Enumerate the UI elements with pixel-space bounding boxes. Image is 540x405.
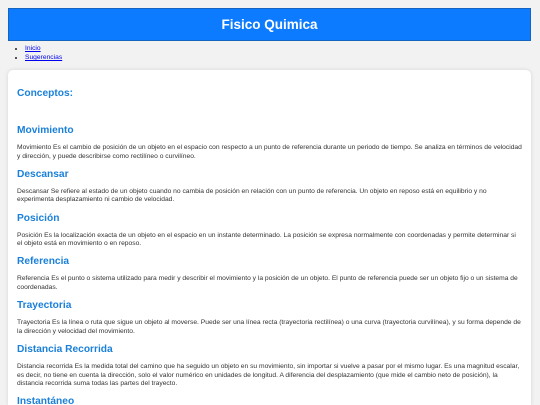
nav-item-inicio (25, 44, 62, 53)
site-title: Fisico Quimica (221, 16, 318, 32)
section-trayectoria (17, 299, 522, 336)
section-instantaneo (17, 395, 522, 405)
section-descansar (17, 168, 522, 205)
section-text: Distancia recorrida Es la medida total del camino que ha seguido un objeto en su movimiento, sin importar si vuelve a pasar por el mismo lugar. Es una magnitud escalar, es decir, no tiene en cuenta la dirección, solo el valor numérico en unidades de longitud. A diferencia del desplazamiento (que mide el cambio neto de posición), la distancia recorrida suma todas las partes del trayecto. (17, 362, 520, 388)
section-text: Descansar Se refiere al estado de un objeto cuando no cambia de posición en relación con un punto de referencia. Un objeto en reposo está en equilibrio y no experimenta desplazamiento ni cambio de velocidad. (17, 187, 487, 204)
section-title: Descansar (17, 168, 69, 180)
content-card (8, 70, 531, 405)
section-title: Trayectoria (17, 300, 72, 312)
section-title: Posición (17, 212, 60, 224)
section-title: Instantáneo (17, 396, 75, 405)
nav-link-inicio[interactable]: Inicio (25, 45, 41, 52)
section-distancia-recorrida (17, 343, 522, 389)
section-title: Distancia Recorrida (17, 343, 113, 355)
section-text: Posición Es la localización exacta de un objeto en el espacio en un instante determinado. La posición se expresa normalmente con coordenadas y permite determinar si el objeto está en movimiento o en reposo. (17, 231, 516, 248)
nav-list (8, 44, 62, 62)
section-text: Movimiento Es el cambio de posición de un objeto en el espacio con respecto a un punto de referencia durante un periodo de tiempo. Se analiza en términos de velocidad y dirección, y puede describirse como rectilíneo o curvilíneo. (17, 144, 522, 160)
section-referencia (17, 255, 522, 292)
nav-item-sugerencias (25, 53, 62, 62)
section-posicion (17, 212, 522, 249)
nav-link-sugerencias[interactable]: Sugerencias (25, 54, 63, 61)
site-header (8, 8, 531, 41)
section-text: Referencia Es el punto o sistema utilizado para medir y describir el movimiento y la posición de un objeto. El punto de referencia puede ser un objeto fijo o un sistema de coordenadas. (17, 275, 518, 291)
section-movimiento (17, 124, 522, 161)
section-title: Movimiento (17, 125, 74, 136)
concepts-heading: Conceptos: (17, 88, 74, 99)
section-title: Referencia (17, 256, 70, 268)
section-text: Trayectoria Es la línea o ruta que sigue un objeto al moverse. Puede ser una línea recta (trayectoria rectilínea) o una curva (trayectoria curvilínea), y su forma depende de la dirección y velocidad del movimiento. (17, 319, 521, 335)
